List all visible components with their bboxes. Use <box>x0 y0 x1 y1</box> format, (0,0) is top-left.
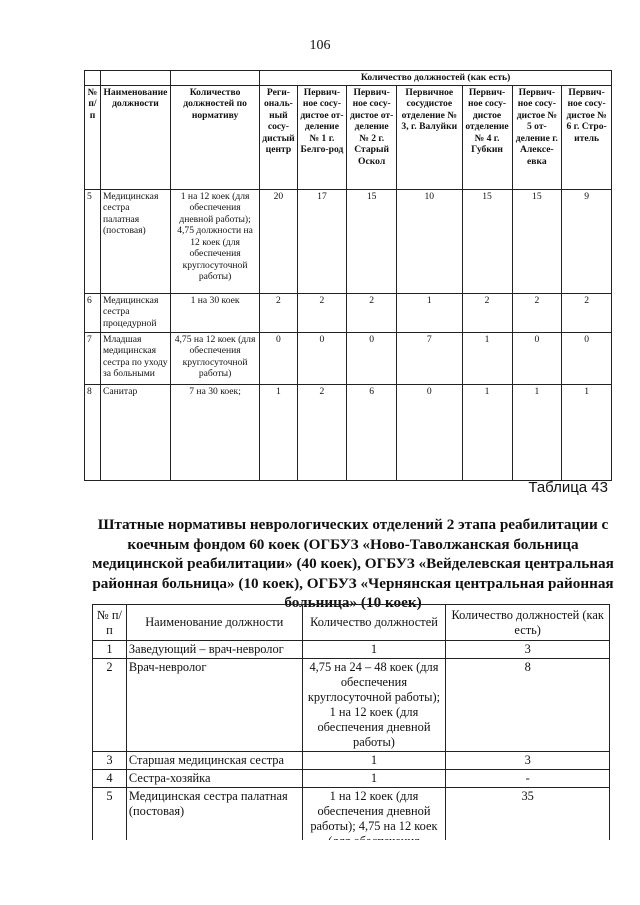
row-position: Медицинская сестра палатная (постовая) <box>126 788 302 851</box>
row-value: 2 <box>297 384 347 480</box>
row-actual: 3 <box>446 752 610 770</box>
table-title: Штатные нормативы неврологических отделений 2 этапа реабилитации с коечным фондом 60 коек (ОГБУЗ «Ново-Таволжанская больница медицинской реабилитации» (40 коек), ОГБУЗ «Вейделевская центральная районная больница» (10 коек), ОГБУЗ «Чернянская центральная районная больница» (10 коек) <box>92 516 614 611</box>
row-actual: - <box>446 770 610 788</box>
row-num: 4 <box>93 770 127 788</box>
row-num: 1 <box>93 641 127 659</box>
row-qty: 1 <box>302 641 446 659</box>
row-num: 5 <box>85 189 101 293</box>
table1-header-num: № п/п <box>85 85 101 189</box>
row-position: Медицинская сестра процедурной <box>100 293 170 332</box>
row-norm: 7 на 30 коек; <box>170 384 259 480</box>
table1-header-c2: Первич-ное сосу-дистое от-деление № 1 г. Белго-род <box>297 85 347 189</box>
table-row <box>93 641 610 659</box>
table1-col-group-header: Количество должностей (как есть) <box>260 71 612 86</box>
row-norm: 4,75 на 12 коек (для обеспечения круглосуточной работы) <box>170 332 259 384</box>
table1-header-c4: Первичное сосудистое отделение № 3, г. Валуйки <box>397 85 463 189</box>
row-value: 2 <box>512 293 562 332</box>
table-label: Таблица 43 <box>528 479 608 496</box>
table-row <box>85 189 612 293</box>
table-row <box>93 752 610 770</box>
row-actual: 3 <box>446 641 610 659</box>
table1-blank-cell <box>170 71 259 86</box>
row-value: 0 <box>562 332 612 384</box>
table-row <box>85 293 612 332</box>
row-value: 7 <box>397 332 463 384</box>
table1-header-name: Наименование должности <box>100 85 170 189</box>
row-value: 15 <box>462 189 512 293</box>
row-qty: 1 <box>302 752 446 770</box>
row-position: Санитар <box>100 384 170 480</box>
row-qty: 4,75 на 24 – 48 коек (для обеспечения круглосуточной работы); 1 на 12 коек (для обеспечения дневной работы) <box>302 659 446 752</box>
table2-header-actual: Количество должностей (как есть) <box>446 605 610 641</box>
row-value: 0 <box>347 332 397 384</box>
row-value: 2 <box>260 293 297 332</box>
row-value: 2 <box>562 293 612 332</box>
page-bottom-edge <box>0 840 640 905</box>
row-norm: 1 на 12 коек (для обеспечения дневной работы); 4,75 должности на 12 коек (для обеспечения круглосуточной работы) <box>170 189 259 293</box>
row-actual: 8 <box>446 659 610 752</box>
table1-header-c3: Первич-ное сосу-дистое от-деление № 2 г. Старый Оскол <box>347 85 397 189</box>
row-value: 9 <box>562 189 612 293</box>
row-position: Медицинская сестра палатная (постовая) <box>100 189 170 293</box>
row-num: 2 <box>93 659 127 752</box>
row-value: 1 <box>397 293 463 332</box>
table-row <box>93 659 610 752</box>
row-value: 1 <box>562 384 612 480</box>
table1-header-c7: Первич-ное сосу-дистое № 6 г. Стро-итель <box>562 85 612 189</box>
row-value: 1 <box>512 384 562 480</box>
row-num: 7 <box>85 332 101 384</box>
table-row <box>85 384 612 480</box>
table1-header-c6: Первич-ное сосу-дистое № 5 от-деление г. Алексе-евка <box>512 85 562 189</box>
row-value: 2 <box>297 293 347 332</box>
row-value: 0 <box>260 332 297 384</box>
row-qty: 1 <box>302 770 446 788</box>
row-num: 3 <box>93 752 127 770</box>
row-value: 0 <box>512 332 562 384</box>
row-num: 6 <box>85 293 101 332</box>
table-row <box>93 770 610 788</box>
row-value: 1 <box>462 384 512 480</box>
row-norm: 1 на 30 коек <box>170 293 259 332</box>
table1-blank-cell <box>85 71 101 86</box>
table2-header-qty: Количество должностей <box>302 605 446 641</box>
row-position: Заведующий – врач-невролог <box>126 641 302 659</box>
row-value: 1 <box>462 332 512 384</box>
table1-blank-cell <box>100 71 170 86</box>
row-position: Врач-невролог <box>126 659 302 752</box>
row-value: 2 <box>347 293 397 332</box>
row-value: 20 <box>260 189 297 293</box>
row-qty: 1 на 12 коек (для обеспечения дневной работы); 4,75 на 12 коек <box>302 788 446 851</box>
staffing-table-2 <box>92 604 610 851</box>
row-position: Сестра-хозяйка <box>126 770 302 788</box>
table1-header-row <box>85 85 612 189</box>
row-position: Младшая медицинская сестра по уходу за больными <box>100 332 170 384</box>
table1-header-c1: Реги-ональ-ный сосу-дистый центр <box>260 85 297 189</box>
row-value: 1 <box>260 384 297 480</box>
table2-header-num: № п/п <box>93 605 127 641</box>
row-value: 17 <box>297 189 347 293</box>
table1-group-header-row <box>85 71 612 86</box>
page-number: 106 <box>309 38 331 53</box>
row-num: 5 <box>93 788 127 851</box>
staffing-table-1 <box>84 70 612 481</box>
row-value: 15 <box>347 189 397 293</box>
row-actual: 35 <box>446 788 610 851</box>
table2-header-name: Наименование должности <box>126 605 302 641</box>
row-value: 2 <box>462 293 512 332</box>
row-value: 0 <box>297 332 347 384</box>
table-row <box>85 332 612 384</box>
row-num: 8 <box>85 384 101 480</box>
row-position: Старшая медицинская сестра <box>126 752 302 770</box>
row-value: 6 <box>347 384 397 480</box>
row-value: 10 <box>397 189 463 293</box>
table1-header-norm: Количество должностей по нормативу <box>170 85 259 189</box>
row-value: 15 <box>512 189 562 293</box>
table1-header-c5: Первич-ное сосу-дистое отделение № 4 г. Губкин <box>462 85 512 189</box>
table2-header-row <box>93 605 610 641</box>
row-value: 0 <box>397 384 463 480</box>
